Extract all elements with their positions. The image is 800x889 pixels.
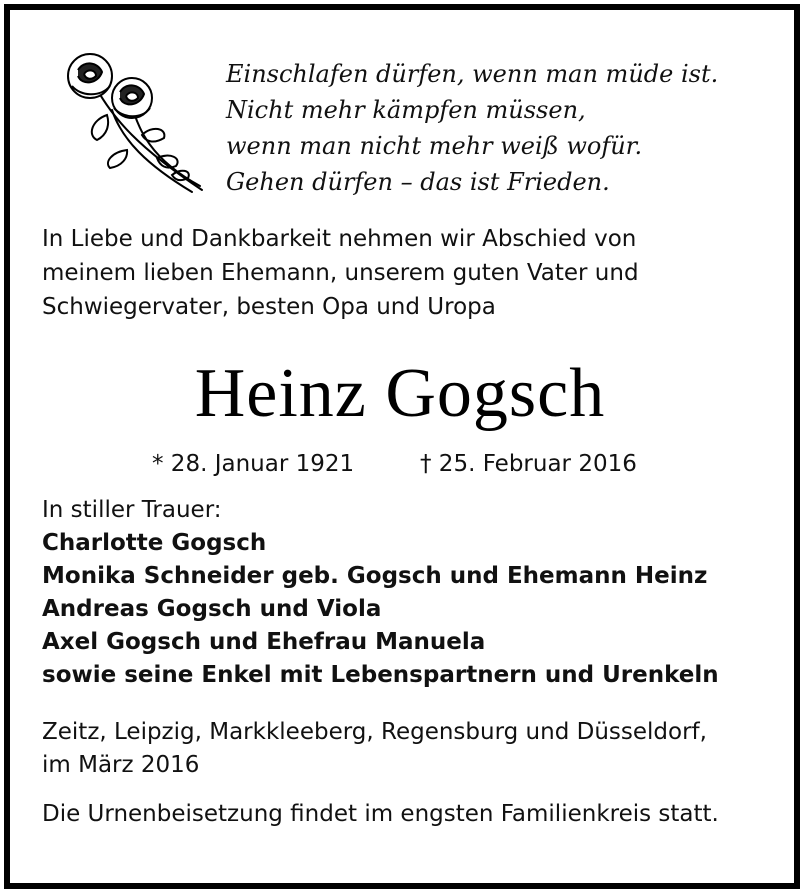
mourner-name: Charlotte Gogsch: [42, 530, 267, 556]
poem-line: wenn man nicht mehr weiß wofür.: [226, 132, 643, 160]
burial-note: Die Urnenbeisetzung findet im engsten Familienkreis statt.: [42, 801, 719, 827]
mourning-heading: In stiller Trauer:: [42, 497, 222, 523]
death-date: † 25. Februar 2016: [420, 451, 637, 477]
mourner-name: Monika Schneider geb. Gogsch und Ehemann Heinz: [42, 563, 708, 589]
poem-line: Gehen dürfen – das ist Frieden.: [226, 168, 610, 196]
roses-icon: [52, 40, 212, 200]
birth-date: * 28. Januar 1921: [152, 451, 355, 477]
poem-line: Einschlafen dürfen, wenn man müde ist.: [226, 60, 719, 88]
date-line: im März 2016: [42, 752, 200, 778]
mourner-name: Axel Gogsch und Ehefrau Manuela: [42, 629, 486, 655]
intro-line: meinem lieben Ehemann, unserem guten Vater und: [42, 260, 639, 286]
mourner-name: Andreas Gogsch und Viola: [42, 596, 382, 622]
poem-line: Nicht mehr kämpfen müssen,: [226, 96, 586, 124]
poem: [226, 56, 718, 200]
intro-line: Schwiegervater, besten Opa und Uropa: [42, 294, 496, 320]
intro-line: In Liebe und Dankbarkeit nehmen wir Abschied von: [42, 226, 637, 252]
places-line: Zeitz, Leipzig, Markkleeberg, Regensburg und Düsseldorf,: [42, 719, 707, 745]
deceased-name: Heinz Gogsch: [194, 355, 606, 432]
intro-text: [42, 222, 639, 324]
mourner-name: sowie seine Enkel mit Lebenspartnern und Urenkeln: [42, 662, 719, 688]
places-and-date: [42, 716, 707, 782]
mourners-list: [42, 494, 719, 692]
